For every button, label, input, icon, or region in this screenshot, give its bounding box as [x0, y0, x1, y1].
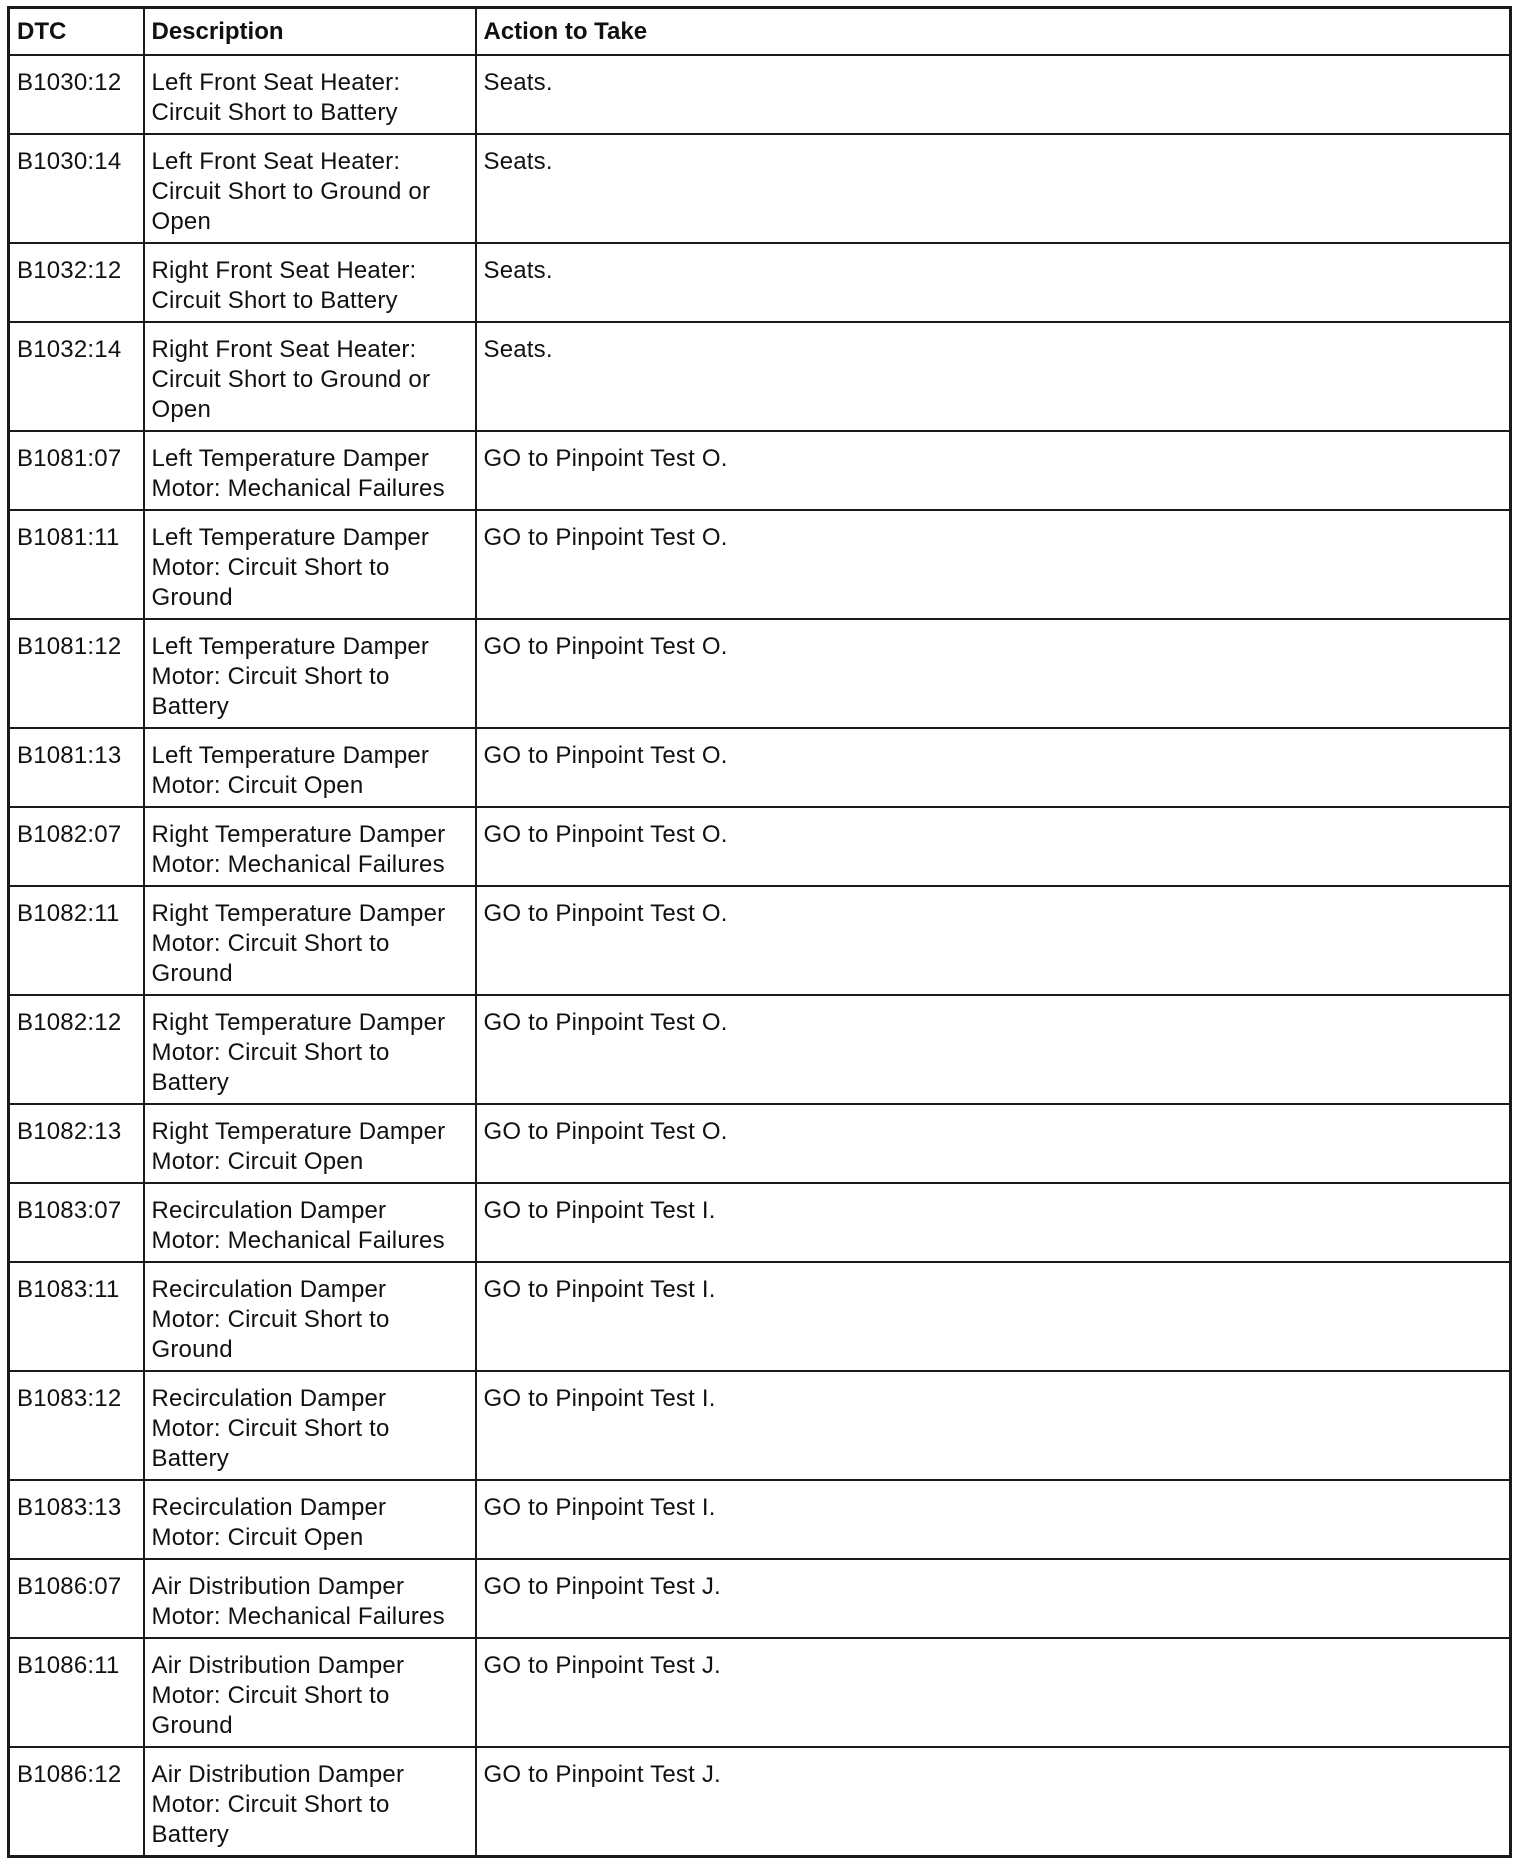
table-header-row	[9, 8, 1511, 56]
dtc-code-cell: B1081:13	[9, 728, 144, 807]
dtc-code-cell: B1086:12	[9, 1747, 144, 1857]
description-cell	[144, 995, 476, 1104]
dtc-code-cell: B1086:07	[9, 1559, 144, 1638]
description-cell	[144, 134, 476, 243]
action-cell: GO to Pinpoint Test O.	[476, 1104, 1511, 1183]
description-line: Left Temperature Damper	[151, 445, 430, 472]
description-cell	[144, 807, 476, 886]
description-cell	[144, 322, 476, 431]
description-cell	[144, 1559, 476, 1638]
table-row	[9, 55, 1511, 134]
header-description: Description	[144, 8, 476, 56]
table-body	[9, 55, 1511, 1857]
action-cell: GO to Pinpoint Test J.	[476, 1747, 1511, 1857]
description-line: Battery	[151, 1445, 229, 1472]
dtc-code-cell: B1032:12	[9, 243, 144, 322]
dtc-code-cell: B1086:11	[9, 1638, 144, 1747]
description-line: Motor: Circuit Short to	[151, 1306, 390, 1333]
action-cell: GO to Pinpoint Test O.	[476, 886, 1511, 995]
description-cell	[144, 886, 476, 995]
description-line: Right Temperature Damper	[151, 900, 446, 927]
description-cell	[144, 510, 476, 619]
dtc-code-cell: B1083:11	[9, 1262, 144, 1371]
description-line: Ground	[151, 960, 233, 987]
action-cell: Seats.	[476, 134, 1511, 243]
table-row	[9, 1104, 1511, 1183]
table-row	[9, 1183, 1511, 1262]
description-cell	[144, 243, 476, 322]
dtc-code-cell: B1030:14	[9, 134, 144, 243]
description-line: Left Temperature Damper	[151, 524, 430, 551]
table-row	[9, 728, 1511, 807]
description-line: Right Front Seat Heater:	[151, 336, 417, 363]
description-line: Air Distribution Damper	[151, 1652, 405, 1679]
description-line: Motor: Circuit Short to	[151, 1791, 390, 1818]
description-line: Motor: Circuit Open	[151, 1524, 364, 1551]
dtc-code-cell: B1081:12	[9, 619, 144, 728]
dtc-code-cell: B1081:07	[9, 431, 144, 510]
description-cell	[144, 1480, 476, 1559]
action-cell: GO to Pinpoint Test O.	[476, 728, 1511, 807]
action-cell: GO to Pinpoint Test O.	[476, 510, 1511, 619]
description-line: Recirculation Damper	[151, 1197, 387, 1224]
dtc-code-cell: B1030:12	[9, 55, 144, 134]
description-line: Circuit Short to Battery	[151, 99, 398, 126]
description-cell	[144, 1183, 476, 1262]
header-action: Action to Take	[476, 8, 1511, 56]
action-cell: GO to Pinpoint Test I.	[476, 1480, 1511, 1559]
description-cell	[144, 1638, 476, 1747]
action-cell: Seats.	[476, 243, 1511, 322]
description-line: Circuit Short to Ground or	[151, 366, 431, 393]
table-row	[9, 431, 1511, 510]
description-line: Motor: Circuit Short to	[151, 554, 390, 581]
table-row	[9, 1371, 1511, 1480]
dtc-code-cell: B1083:07	[9, 1183, 144, 1262]
table-row	[9, 807, 1511, 886]
table-row	[9, 995, 1511, 1104]
description-line: Motor: Mechanical Failures	[151, 475, 445, 502]
description-cell	[144, 1262, 476, 1371]
description-line: Recirculation Damper	[151, 1385, 387, 1412]
description-line: Ground	[151, 1336, 233, 1363]
description-line: Circuit Short to Battery	[151, 287, 398, 314]
description-cell	[144, 431, 476, 510]
action-cell: GO to Pinpoint Test O.	[476, 431, 1511, 510]
description-line: Right Temperature Damper	[151, 821, 446, 848]
dtc-code-cell: B1082:13	[9, 1104, 144, 1183]
action-cell: GO to Pinpoint Test J.	[476, 1559, 1511, 1638]
action-cell: Seats.	[476, 322, 1511, 431]
dtc-table	[7, 6, 1512, 1858]
description-line: Battery	[151, 1821, 229, 1848]
description-line: Right Front Seat Heater:	[151, 257, 417, 284]
description-line: Ground	[151, 584, 233, 611]
table-row	[9, 886, 1511, 995]
dtc-code-cell: B1083:13	[9, 1480, 144, 1559]
description-cell	[144, 619, 476, 728]
description-cell	[144, 1747, 476, 1857]
description-line: Right Temperature Damper	[151, 1009, 446, 1036]
description-line: Motor: Mechanical Failures	[151, 851, 445, 878]
dtc-code-cell: B1082:11	[9, 886, 144, 995]
description-line: Left Temperature Damper	[151, 633, 430, 660]
description-line: Motor: Circuit Short to	[151, 1682, 390, 1709]
description-line: Motor: Circuit Open	[151, 772, 364, 799]
dtc-code-cell: B1032:14	[9, 322, 144, 431]
description-cell	[144, 55, 476, 134]
description-line: Ground	[151, 1712, 233, 1739]
action-cell: GO to Pinpoint Test J.	[476, 1638, 1511, 1747]
description-line: Motor: Circuit Open	[151, 1148, 364, 1175]
action-cell: GO to Pinpoint Test I.	[476, 1371, 1511, 1480]
description-cell	[144, 1104, 476, 1183]
action-cell: GO to Pinpoint Test O.	[476, 619, 1511, 728]
action-cell: GO to Pinpoint Test O.	[476, 995, 1511, 1104]
header-dtc: DTC	[9, 8, 144, 56]
action-cell: GO to Pinpoint Test I.	[476, 1262, 1511, 1371]
description-line: Right Temperature Damper	[151, 1118, 446, 1145]
dtc-code-cell: B1082:12	[9, 995, 144, 1104]
description-cell	[144, 728, 476, 807]
description-line: Battery	[151, 693, 229, 720]
table-row	[9, 1747, 1511, 1857]
table-row	[9, 619, 1511, 728]
table-row	[9, 322, 1511, 431]
description-line: Left Temperature Damper	[151, 742, 430, 769]
action-cell: GO to Pinpoint Test I.	[476, 1183, 1511, 1262]
description-line: Left Front Seat Heater:	[151, 69, 401, 96]
description-line: Open	[151, 396, 212, 423]
description-line: Motor: Circuit Short to	[151, 1415, 390, 1442]
table-row	[9, 1559, 1511, 1638]
action-cell: Seats.	[476, 55, 1511, 134]
description-line: Motor: Mechanical Failures	[151, 1603, 445, 1630]
dtc-code-cell: B1082:07	[9, 807, 144, 886]
dtc-code-cell: B1083:12	[9, 1371, 144, 1480]
action-cell: GO to Pinpoint Test O.	[476, 807, 1511, 886]
description-line: Air Distribution Damper	[151, 1761, 405, 1788]
description-line: Recirculation Damper	[151, 1276, 387, 1303]
table-row	[9, 1480, 1511, 1559]
description-line: Circuit Short to Ground or	[151, 178, 431, 205]
description-cell	[144, 1371, 476, 1480]
description-line: Motor: Circuit Short to	[151, 1039, 390, 1066]
description-line: Motor: Mechanical Failures	[151, 1227, 445, 1254]
description-line: Open	[151, 208, 212, 235]
table-row	[9, 134, 1511, 243]
description-line: Motor: Circuit Short to	[151, 930, 390, 957]
description-line: Recirculation Damper	[151, 1494, 387, 1521]
table-row	[9, 510, 1511, 619]
description-line: Motor: Circuit Short to	[151, 663, 390, 690]
table-row	[9, 1262, 1511, 1371]
table-row	[9, 243, 1511, 322]
description-line: Air Distribution Damper	[151, 1573, 405, 1600]
description-line: Battery	[151, 1069, 229, 1096]
table-row	[9, 1638, 1511, 1747]
dtc-code-cell: B1081:11	[9, 510, 144, 619]
description-line: Left Front Seat Heater:	[151, 148, 401, 175]
